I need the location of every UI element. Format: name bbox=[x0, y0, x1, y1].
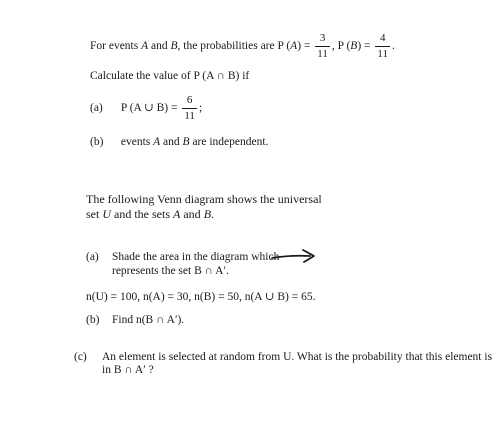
pa-equals: ) = bbox=[297, 40, 314, 53]
q1-intro-text-2: , the probabilities are P ( bbox=[177, 40, 291, 53]
event-b: B bbox=[182, 136, 190, 148]
q2-line1: The following Venn diagram shows the universal bbox=[86, 192, 322, 206]
q2-line2-pre: set bbox=[86, 207, 103, 221]
q2-line2-mid: and the sets bbox=[111, 207, 174, 221]
union-numerator: 6 bbox=[186, 94, 193, 106]
event-a: A bbox=[153, 136, 161, 148]
pb-fraction bbox=[375, 33, 390, 60]
q2-part-c-line2: in B ∩ A′ ? bbox=[102, 364, 154, 376]
semicolon: ; bbox=[198, 102, 203, 115]
pb-numerator: 4 bbox=[379, 32, 386, 44]
set-b: B bbox=[203, 207, 212, 221]
q2-part-c-line1: An element is selected at random from U. What is the probability that this element is bbox=[102, 351, 493, 363]
q1-part-b bbox=[90, 136, 268, 148]
q2-line2-end: . bbox=[211, 207, 215, 221]
union-denominator: 11 bbox=[184, 110, 195, 122]
q2-line2 bbox=[86, 207, 214, 222]
part-b-text-end: are independent. bbox=[189, 136, 269, 148]
pa-denominator: 11 bbox=[317, 48, 328, 60]
event-a: A bbox=[290, 40, 298, 53]
q2-part-a-label: (a) bbox=[86, 251, 99, 263]
q2-part-c-label: (c) bbox=[74, 351, 87, 363]
event-b: B bbox=[350, 40, 358, 53]
pa-fraction bbox=[315, 33, 330, 60]
part-b-label: (b) bbox=[90, 136, 104, 148]
q2-part-b-text: Find n(B ∩ A′). bbox=[112, 314, 185, 326]
q2-part-b-label: (b) bbox=[86, 314, 100, 326]
part-a-text: P (A ∪ B) = bbox=[120, 102, 181, 115]
part-a-label: (a) bbox=[90, 102, 103, 115]
set-u: U bbox=[102, 207, 112, 221]
pa-numerator: 3 bbox=[319, 32, 326, 44]
q1-calc-line: Calculate the value of P (A ∩ B) if bbox=[90, 70, 250, 82]
pa-union-b-fraction bbox=[182, 95, 197, 122]
and-text: and bbox=[148, 40, 171, 53]
period: . bbox=[392, 40, 395, 53]
set-a: A bbox=[173, 207, 181, 221]
event-a: A bbox=[141, 40, 149, 53]
pb-denominator: 11 bbox=[377, 48, 388, 60]
q1-intro-line bbox=[90, 33, 395, 60]
q2-part-a-line2: represents the set B ∩ A′. bbox=[112, 265, 229, 277]
separator: , P ( bbox=[331, 40, 351, 53]
q2-given-values: n(U) = 100, n(A) = 30, n(B) = 50, n(A ∪ B) = 65. bbox=[86, 291, 316, 303]
event-b: B bbox=[170, 40, 178, 53]
pb-equals: ) = bbox=[357, 40, 374, 53]
part-b-text: events bbox=[120, 136, 154, 148]
q1-intro-text: For events bbox=[90, 40, 142, 53]
q1-part-a bbox=[90, 95, 202, 122]
q2-line2-and: and bbox=[180, 207, 204, 221]
q2-part-a-line1: Shade the area in the diagram which bbox=[112, 251, 280, 263]
and-text: and bbox=[160, 136, 183, 148]
right-arrow-icon bbox=[270, 248, 318, 264]
